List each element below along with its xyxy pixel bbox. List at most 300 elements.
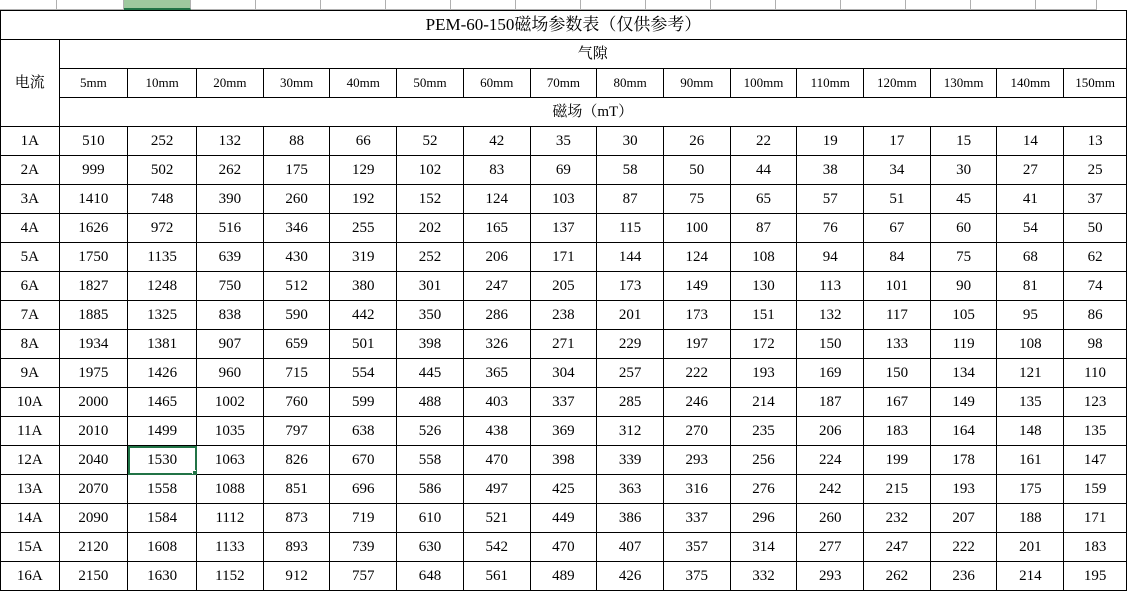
cell-7A-40mm[interactable]: 442 bbox=[330, 301, 397, 330]
cell-11A-130mm[interactable]: 164 bbox=[930, 417, 997, 446]
row-header-13A: 13A bbox=[1, 475, 60, 504]
cell-14A-60mm[interactable]: 521 bbox=[463, 504, 530, 533]
cell-7A-20mm[interactable]: 838 bbox=[197, 301, 264, 330]
cell-11A-60mm[interactable]: 438 bbox=[463, 417, 530, 446]
cell-12A-130mm[interactable]: 178 bbox=[930, 446, 997, 475]
cell-10A-70mm[interactable]: 337 bbox=[530, 388, 597, 417]
cell-10A-10mm[interactable]: 1465 bbox=[128, 388, 197, 417]
cell-12A-20mm[interactable]: 1063 bbox=[197, 446, 264, 475]
cell-16A-100mm[interactable]: 332 bbox=[730, 562, 797, 591]
cell-14A-10mm[interactable]: 1584 bbox=[128, 504, 197, 533]
cell-12A-150mm[interactable]: 147 bbox=[1064, 446, 1127, 475]
cell-3A-40mm[interactable]: 192 bbox=[330, 185, 397, 214]
cell-10A-50mm[interactable]: 488 bbox=[397, 388, 464, 417]
cell-11A-90mm[interactable]: 270 bbox=[663, 417, 730, 446]
cell-6A-50mm[interactable]: 301 bbox=[397, 272, 464, 301]
cell-9A-40mm[interactable]: 554 bbox=[330, 359, 397, 388]
cell-12A-80mm[interactable]: 339 bbox=[597, 446, 664, 475]
cell-6A-150mm[interactable]: 74 bbox=[1064, 272, 1127, 301]
cell-2A-150mm[interactable]: 25 bbox=[1064, 156, 1127, 185]
cell-2A-50mm[interactable]: 102 bbox=[397, 156, 464, 185]
cell-15A-70mm[interactable]: 470 bbox=[530, 533, 597, 562]
row-header-10A: 10A bbox=[1, 388, 60, 417]
column-header-1[interactable] bbox=[57, 0, 124, 10]
cell-8A-20mm[interactable]: 907 bbox=[197, 330, 264, 359]
cell-8A-50mm[interactable]: 398 bbox=[397, 330, 464, 359]
cell-16A-130mm[interactable]: 236 bbox=[930, 562, 997, 591]
cell-13A-60mm[interactable]: 497 bbox=[463, 475, 530, 504]
cell-14A-5mm[interactable]: 2090 bbox=[59, 504, 128, 533]
cell-16A-120mm[interactable]: 262 bbox=[864, 562, 931, 591]
cell-6A-110mm[interactable]: 113 bbox=[797, 272, 864, 301]
cell-5A-100mm[interactable]: 108 bbox=[730, 243, 797, 272]
cell-16A-30mm[interactable]: 912 bbox=[263, 562, 330, 591]
cell-1A-150mm[interactable]: 13 bbox=[1064, 127, 1127, 156]
cell-1A-110mm[interactable]: 19 bbox=[797, 127, 864, 156]
cell-6A-10mm[interactable]: 1248 bbox=[128, 272, 197, 301]
cell-4A-140mm[interactable]: 54 bbox=[997, 214, 1064, 243]
cell-2A-100mm[interactable]: 44 bbox=[730, 156, 797, 185]
column-header-11[interactable] bbox=[711, 0, 776, 10]
cell-16A-140mm[interactable]: 214 bbox=[997, 562, 1064, 591]
cell-10A-40mm[interactable]: 599 bbox=[330, 388, 397, 417]
cell-4A-40mm[interactable]: 255 bbox=[330, 214, 397, 243]
cell-15A-90mm[interactable]: 357 bbox=[663, 533, 730, 562]
cell-2A-110mm[interactable]: 38 bbox=[797, 156, 864, 185]
cell-3A-90mm[interactable]: 75 bbox=[663, 185, 730, 214]
cell-9A-110mm[interactable]: 169 bbox=[797, 359, 864, 388]
cell-3A-110mm[interactable]: 57 bbox=[797, 185, 864, 214]
cell-13A-150mm[interactable]: 159 bbox=[1064, 475, 1127, 504]
cell-12A-30mm[interactable]: 826 bbox=[263, 446, 330, 475]
cell-1A-30mm[interactable]: 88 bbox=[263, 127, 330, 156]
gap-column-header-20mm: 20mm bbox=[197, 69, 264, 98]
cell-13A-100mm[interactable]: 276 bbox=[730, 475, 797, 504]
cell-4A-5mm[interactable]: 1626 bbox=[59, 214, 128, 243]
cell-1A-70mm[interactable]: 35 bbox=[530, 127, 597, 156]
cell-6A-30mm[interactable]: 512 bbox=[263, 272, 330, 301]
cell-1A-20mm[interactable]: 132 bbox=[197, 127, 264, 156]
cell-4A-80mm[interactable]: 115 bbox=[597, 214, 664, 243]
cell-14A-130mm[interactable]: 207 bbox=[930, 504, 997, 533]
cell-8A-90mm[interactable]: 197 bbox=[663, 330, 730, 359]
cell-6A-40mm[interactable]: 380 bbox=[330, 272, 397, 301]
cell-9A-140mm[interactable]: 121 bbox=[997, 359, 1064, 388]
cell-6A-80mm[interactable]: 173 bbox=[597, 272, 664, 301]
cell-10A-110mm[interactable]: 187 bbox=[797, 388, 864, 417]
cell-2A-60mm[interactable]: 83 bbox=[463, 156, 530, 185]
gap-units-row bbox=[1, 69, 1127, 98]
cell-15A-80mm[interactable]: 407 bbox=[597, 533, 664, 562]
cell-8A-130mm[interactable]: 119 bbox=[930, 330, 997, 359]
cell-5A-5mm[interactable]: 1750 bbox=[59, 243, 128, 272]
cell-7A-150mm[interactable]: 86 bbox=[1064, 301, 1127, 330]
cell-2A-30mm[interactable]: 175 bbox=[263, 156, 330, 185]
cell-14A-20mm[interactable]: 1112 bbox=[197, 504, 264, 533]
cell-12A-40mm[interactable]: 670 bbox=[330, 446, 397, 475]
cell-15A-100mm[interactable]: 314 bbox=[730, 533, 797, 562]
cell-4A-60mm[interactable]: 165 bbox=[463, 214, 530, 243]
table-row bbox=[1, 504, 1127, 533]
cell-6A-130mm[interactable]: 90 bbox=[930, 272, 997, 301]
cell-4A-150mm[interactable]: 50 bbox=[1064, 214, 1127, 243]
cell-5A-40mm[interactable]: 319 bbox=[330, 243, 397, 272]
gap-header: 气隙 bbox=[59, 40, 1127, 69]
cell-14A-100mm[interactable]: 296 bbox=[730, 504, 797, 533]
cell-15A-5mm[interactable]: 2120 bbox=[59, 533, 128, 562]
cell-5A-80mm[interactable]: 144 bbox=[597, 243, 664, 272]
row-header-2A: 2A bbox=[1, 156, 60, 185]
cell-16A-150mm[interactable]: 195 bbox=[1064, 562, 1127, 591]
cell-3A-5mm[interactable]: 1410 bbox=[59, 185, 128, 214]
cell-16A-5mm[interactable]: 2150 bbox=[59, 562, 128, 591]
gap-column-header-10mm: 10mm bbox=[128, 69, 197, 98]
cell-2A-10mm[interactable]: 502 bbox=[128, 156, 197, 185]
cell-4A-130mm[interactable]: 60 bbox=[930, 214, 997, 243]
cell-6A-70mm[interactable]: 205 bbox=[530, 272, 597, 301]
cell-7A-5mm[interactable]: 1885 bbox=[59, 301, 128, 330]
cell-13A-80mm[interactable]: 363 bbox=[597, 475, 664, 504]
cell-2A-5mm[interactable]: 999 bbox=[59, 156, 128, 185]
cell-12A-110mm[interactable]: 224 bbox=[797, 446, 864, 475]
cell-1A-5mm[interactable]: 510 bbox=[59, 127, 128, 156]
cell-11A-50mm[interactable]: 526 bbox=[397, 417, 464, 446]
cell-10A-60mm[interactable]: 403 bbox=[463, 388, 530, 417]
cell-3A-100mm[interactable]: 65 bbox=[730, 185, 797, 214]
cell-7A-120mm[interactable]: 117 bbox=[864, 301, 931, 330]
cell-7A-50mm[interactable]: 350 bbox=[397, 301, 464, 330]
cell-13A-140mm[interactable]: 175 bbox=[997, 475, 1064, 504]
cell-7A-140mm[interactable]: 95 bbox=[997, 301, 1064, 330]
cell-8A-70mm[interactable]: 271 bbox=[530, 330, 597, 359]
cell-4A-10mm[interactable]: 972 bbox=[128, 214, 197, 243]
cell-3A-60mm[interactable]: 124 bbox=[463, 185, 530, 214]
cell-9A-10mm[interactable]: 1426 bbox=[128, 359, 197, 388]
row-header-8A: 8A bbox=[1, 330, 60, 359]
cell-3A-150mm[interactable]: 37 bbox=[1064, 185, 1127, 214]
cell-12A-140mm[interactable]: 161 bbox=[997, 446, 1064, 475]
cell-15A-120mm[interactable]: 247 bbox=[864, 533, 931, 562]
cell-11A-30mm[interactable]: 797 bbox=[263, 417, 330, 446]
cell-5A-50mm[interactable]: 252 bbox=[397, 243, 464, 272]
column-header-10[interactable] bbox=[646, 0, 711, 10]
cell-16A-10mm[interactable]: 1630 bbox=[128, 562, 197, 591]
cell-14A-120mm[interactable]: 232 bbox=[864, 504, 931, 533]
cell-6A-5mm[interactable]: 1827 bbox=[59, 272, 128, 301]
cell-15A-110mm[interactable]: 277 bbox=[797, 533, 864, 562]
cell-10A-30mm[interactable]: 760 bbox=[263, 388, 330, 417]
column-header-13[interactable] bbox=[841, 0, 906, 10]
cell-6A-60mm[interactable]: 247 bbox=[463, 272, 530, 301]
column-header-14[interactable] bbox=[906, 0, 971, 10]
cell-4A-50mm[interactable]: 202 bbox=[397, 214, 464, 243]
column-header-8[interactable] bbox=[516, 0, 581, 10]
cell-1A-90mm[interactable]: 26 bbox=[663, 127, 730, 156]
row-header-14A: 14A bbox=[1, 504, 60, 533]
cell-1A-50mm[interactable]: 52 bbox=[397, 127, 464, 156]
column-header-12[interactable] bbox=[776, 0, 841, 10]
cell-13A-130mm[interactable]: 193 bbox=[930, 475, 997, 504]
table-row bbox=[1, 272, 1127, 301]
cell-15A-30mm[interactable]: 893 bbox=[263, 533, 330, 562]
cell-4A-120mm[interactable]: 67 bbox=[864, 214, 931, 243]
cell-16A-110mm[interactable]: 293 bbox=[797, 562, 864, 591]
cell-15A-150mm[interactable]: 183 bbox=[1064, 533, 1127, 562]
gap-column-header-130mm: 130mm bbox=[930, 69, 997, 98]
cell-5A-120mm[interactable]: 84 bbox=[864, 243, 931, 272]
cell-5A-70mm[interactable]: 171 bbox=[530, 243, 597, 272]
field-header: 磁场（mT） bbox=[59, 98, 1127, 127]
cell-15A-10mm[interactable]: 1608 bbox=[128, 533, 197, 562]
cell-8A-110mm[interactable]: 150 bbox=[797, 330, 864, 359]
cell-6A-20mm[interactable]: 750 bbox=[197, 272, 264, 301]
cell-7A-30mm[interactable]: 590 bbox=[263, 301, 330, 330]
cell-8A-150mm[interactable]: 98 bbox=[1064, 330, 1127, 359]
cell-14A-80mm[interactable]: 386 bbox=[597, 504, 664, 533]
cell-12A-100mm[interactable]: 256 bbox=[730, 446, 797, 475]
cell-16A-60mm[interactable]: 561 bbox=[463, 562, 530, 591]
cell-1A-140mm[interactable]: 14 bbox=[997, 127, 1064, 156]
cell-2A-140mm[interactable]: 27 bbox=[997, 156, 1064, 185]
cell-13A-50mm[interactable]: 586 bbox=[397, 475, 464, 504]
cell-7A-100mm[interactable]: 151 bbox=[730, 301, 797, 330]
cell-14A-140mm[interactable]: 188 bbox=[997, 504, 1064, 533]
cell-13A-120mm[interactable]: 215 bbox=[864, 475, 931, 504]
cell-11A-5mm[interactable]: 2010 bbox=[59, 417, 128, 446]
cell-7A-80mm[interactable]: 201 bbox=[597, 301, 664, 330]
cell-15A-60mm[interactable]: 542 bbox=[463, 533, 530, 562]
table-row bbox=[1, 127, 1127, 156]
cell-3A-120mm[interactable]: 51 bbox=[864, 185, 931, 214]
cell-3A-10mm[interactable]: 748 bbox=[128, 185, 197, 214]
cell-4A-100mm[interactable]: 87 bbox=[730, 214, 797, 243]
gap-column-header-5mm: 5mm bbox=[59, 69, 128, 98]
cell-13A-110mm[interactable]: 242 bbox=[797, 475, 864, 504]
cell-11A-140mm[interactable]: 148 bbox=[997, 417, 1064, 446]
column-header-15[interactable] bbox=[971, 0, 1036, 10]
cell-1A-40mm[interactable]: 66 bbox=[330, 127, 397, 156]
cell-10A-150mm[interactable]: 123 bbox=[1064, 388, 1127, 417]
cell-7A-130mm[interactable]: 105 bbox=[930, 301, 997, 330]
cell-7A-60mm[interactable]: 286 bbox=[463, 301, 530, 330]
cell-13A-90mm[interactable]: 316 bbox=[663, 475, 730, 504]
cell-9A-50mm[interactable]: 445 bbox=[397, 359, 464, 388]
cell-7A-90mm[interactable]: 173 bbox=[663, 301, 730, 330]
cell-7A-70mm[interactable]: 238 bbox=[530, 301, 597, 330]
cell-7A-110mm[interactable]: 132 bbox=[797, 301, 864, 330]
cell-1A-10mm[interactable]: 252 bbox=[128, 127, 197, 156]
cell-16A-50mm[interactable]: 648 bbox=[397, 562, 464, 591]
cell-5A-130mm[interactable]: 75 bbox=[930, 243, 997, 272]
cell-5A-10mm[interactable]: 1135 bbox=[128, 243, 197, 272]
cell-11A-10mm[interactable]: 1499 bbox=[128, 417, 197, 446]
cell-13A-10mm[interactable]: 1558 bbox=[128, 475, 197, 504]
cell-3A-50mm[interactable]: 152 bbox=[397, 185, 464, 214]
cell-8A-5mm[interactable]: 1934 bbox=[59, 330, 128, 359]
cell-11A-80mm[interactable]: 312 bbox=[597, 417, 664, 446]
cell-2A-70mm[interactable]: 69 bbox=[530, 156, 597, 185]
cell-5A-30mm[interactable]: 430 bbox=[263, 243, 330, 272]
cell-14A-40mm[interactable]: 719 bbox=[330, 504, 397, 533]
cell-5A-110mm[interactable]: 94 bbox=[797, 243, 864, 272]
column-header-5[interactable] bbox=[321, 0, 386, 10]
cell-15A-20mm[interactable]: 1133 bbox=[197, 533, 264, 562]
cell-9A-30mm[interactable]: 715 bbox=[263, 359, 330, 388]
cell-11A-150mm[interactable]: 135 bbox=[1064, 417, 1127, 446]
cell-2A-20mm[interactable]: 262 bbox=[197, 156, 264, 185]
cell-10A-80mm[interactable]: 285 bbox=[597, 388, 664, 417]
cell-6A-100mm[interactable]: 130 bbox=[730, 272, 797, 301]
cell-10A-130mm[interactable]: 149 bbox=[930, 388, 997, 417]
cell-13A-70mm[interactable]: 425 bbox=[530, 475, 597, 504]
column-header-9[interactable] bbox=[581, 0, 646, 10]
cell-11A-40mm[interactable]: 638 bbox=[330, 417, 397, 446]
cell-11A-70mm[interactable]: 369 bbox=[530, 417, 597, 446]
cell-14A-110mm[interactable]: 260 bbox=[797, 504, 864, 533]
cell-8A-30mm[interactable]: 659 bbox=[263, 330, 330, 359]
column-header-4[interactable] bbox=[256, 0, 321, 10]
cell-14A-150mm[interactable]: 171 bbox=[1064, 504, 1127, 533]
cell-8A-120mm[interactable]: 133 bbox=[864, 330, 931, 359]
cell-16A-90mm[interactable]: 375 bbox=[663, 562, 730, 591]
cell-6A-90mm[interactable]: 149 bbox=[663, 272, 730, 301]
column-header-16[interactable] bbox=[1036, 0, 1097, 10]
cell-16A-40mm[interactable]: 757 bbox=[330, 562, 397, 591]
column-header-3[interactable] bbox=[191, 0, 256, 10]
cell-8A-100mm[interactable]: 172 bbox=[730, 330, 797, 359]
table-row bbox=[1, 359, 1127, 388]
cell-10A-90mm[interactable]: 246 bbox=[663, 388, 730, 417]
cell-12A-90mm[interactable]: 293 bbox=[663, 446, 730, 475]
cell-3A-130mm[interactable]: 45 bbox=[930, 185, 997, 214]
cell-8A-60mm[interactable]: 326 bbox=[463, 330, 530, 359]
cell-5A-90mm[interactable]: 124 bbox=[663, 243, 730, 272]
cell-16A-20mm[interactable]: 1152 bbox=[197, 562, 264, 591]
cell-4A-110mm[interactable]: 76 bbox=[797, 214, 864, 243]
cell-10A-140mm[interactable]: 135 bbox=[997, 388, 1064, 417]
cell-9A-70mm[interactable]: 304 bbox=[530, 359, 597, 388]
cell-12A-60mm[interactable]: 470 bbox=[463, 446, 530, 475]
cell-5A-60mm[interactable]: 206 bbox=[463, 243, 530, 272]
cell-8A-40mm[interactable]: 501 bbox=[330, 330, 397, 359]
cell-13A-5mm[interactable]: 2070 bbox=[59, 475, 128, 504]
cell-11A-120mm[interactable]: 183 bbox=[864, 417, 931, 446]
cell-1A-120mm[interactable]: 17 bbox=[864, 127, 931, 156]
cell-3A-70mm[interactable]: 103 bbox=[530, 185, 597, 214]
cell-1A-100mm[interactable]: 22 bbox=[730, 127, 797, 156]
cell-14A-70mm[interactable]: 449 bbox=[530, 504, 597, 533]
gap-column-header-140mm: 140mm bbox=[997, 69, 1064, 98]
cell-12A-5mm[interactable]: 2040 bbox=[59, 446, 128, 475]
cell-15A-50mm[interactable]: 630 bbox=[397, 533, 464, 562]
cell-14A-30mm[interactable]: 873 bbox=[263, 504, 330, 533]
magnetic-field-table bbox=[0, 10, 1127, 591]
cell-11A-20mm[interactable]: 1035 bbox=[197, 417, 264, 446]
column-header-strip[interactable] bbox=[0, 0, 1127, 10]
cell-8A-10mm[interactable]: 1381 bbox=[128, 330, 197, 359]
cell-15A-140mm[interactable]: 201 bbox=[997, 533, 1064, 562]
cell-12A-120mm[interactable]: 199 bbox=[864, 446, 931, 475]
cell-11A-100mm[interactable]: 235 bbox=[730, 417, 797, 446]
column-header-2[interactable] bbox=[124, 0, 191, 10]
cell-3A-30mm[interactable]: 260 bbox=[263, 185, 330, 214]
cell-2A-80mm[interactable]: 58 bbox=[597, 156, 664, 185]
table-title-row bbox=[1, 11, 1127, 40]
row-header-5A: 5A bbox=[1, 243, 60, 272]
cell-9A-130mm[interactable]: 134 bbox=[930, 359, 997, 388]
cell-16A-70mm[interactable]: 489 bbox=[530, 562, 597, 591]
cell-10A-100mm[interactable]: 214 bbox=[730, 388, 797, 417]
cell-5A-20mm[interactable]: 639 bbox=[197, 243, 264, 272]
cell-16A-80mm[interactable]: 426 bbox=[597, 562, 664, 591]
cell-8A-140mm[interactable]: 108 bbox=[997, 330, 1064, 359]
cell-9A-90mm[interactable]: 222 bbox=[663, 359, 730, 388]
cell-14A-90mm[interactable]: 337 bbox=[663, 504, 730, 533]
cell-2A-130mm[interactable]: 30 bbox=[930, 156, 997, 185]
cell-2A-120mm[interactable]: 34 bbox=[864, 156, 931, 185]
cell-12A-70mm[interactable]: 398 bbox=[530, 446, 597, 475]
cell-11A-110mm[interactable]: 206 bbox=[797, 417, 864, 446]
cell-6A-140mm[interactable]: 81 bbox=[997, 272, 1064, 301]
table-row bbox=[1, 446, 1127, 475]
cell-9A-20mm[interactable]: 960 bbox=[197, 359, 264, 388]
cell-9A-120mm[interactable]: 150 bbox=[864, 359, 931, 388]
gap-column-header-150mm: 150mm bbox=[1064, 69, 1127, 98]
table-row bbox=[1, 301, 1127, 330]
cell-15A-40mm[interactable]: 739 bbox=[330, 533, 397, 562]
column-header-6[interactable] bbox=[386, 0, 451, 10]
row-header-1A: 1A bbox=[1, 127, 60, 156]
cell-3A-20mm[interactable]: 390 bbox=[197, 185, 264, 214]
cell-1A-60mm[interactable]: 42 bbox=[463, 127, 530, 156]
cell-10A-20mm[interactable]: 1002 bbox=[197, 388, 264, 417]
cell-5A-150mm[interactable]: 62 bbox=[1064, 243, 1127, 272]
cell-9A-80mm[interactable]: 257 bbox=[597, 359, 664, 388]
cell-15A-130mm[interactable]: 222 bbox=[930, 533, 997, 562]
cell-3A-140mm[interactable]: 41 bbox=[997, 185, 1064, 214]
cell-8A-80mm[interactable]: 229 bbox=[597, 330, 664, 359]
cell-14A-50mm[interactable]: 610 bbox=[397, 504, 464, 533]
cell-2A-40mm[interactable]: 129 bbox=[330, 156, 397, 185]
cell-13A-20mm[interactable]: 1088 bbox=[197, 475, 264, 504]
cell-1A-80mm[interactable]: 30 bbox=[597, 127, 664, 156]
cell-9A-5mm[interactable]: 1975 bbox=[59, 359, 128, 388]
row-header-3A: 3A bbox=[1, 185, 60, 214]
column-header-0[interactable] bbox=[0, 0, 57, 10]
cell-12A-50mm[interactable]: 558 bbox=[397, 446, 464, 475]
cell-13A-30mm[interactable]: 851 bbox=[263, 475, 330, 504]
cell-9A-60mm[interactable]: 365 bbox=[463, 359, 530, 388]
cell-4A-70mm[interactable]: 137 bbox=[530, 214, 597, 243]
gap-header-row bbox=[1, 40, 1127, 69]
cell-1A-130mm[interactable]: 15 bbox=[930, 127, 997, 156]
cell-2A-90mm[interactable]: 50 bbox=[663, 156, 730, 185]
column-header-7[interactable] bbox=[451, 0, 516, 10]
cell-7A-10mm[interactable]: 1325 bbox=[128, 301, 197, 330]
cell-4A-30mm[interactable]: 346 bbox=[263, 214, 330, 243]
selected-cell[interactable]: 1530 bbox=[128, 446, 197, 475]
cell-4A-90mm[interactable]: 100 bbox=[663, 214, 730, 243]
cell-10A-120mm[interactable]: 167 bbox=[864, 388, 931, 417]
cell-9A-100mm[interactable]: 193 bbox=[730, 359, 797, 388]
cell-5A-140mm[interactable]: 68 bbox=[997, 243, 1064, 272]
cell-13A-40mm[interactable]: 696 bbox=[330, 475, 397, 504]
cell-6A-120mm[interactable]: 101 bbox=[864, 272, 931, 301]
cell-10A-5mm[interactable]: 2000 bbox=[59, 388, 128, 417]
cell-9A-150mm[interactable]: 110 bbox=[1064, 359, 1127, 388]
cell-3A-80mm[interactable]: 87 bbox=[597, 185, 664, 214]
cell-4A-20mm[interactable]: 516 bbox=[197, 214, 264, 243]
